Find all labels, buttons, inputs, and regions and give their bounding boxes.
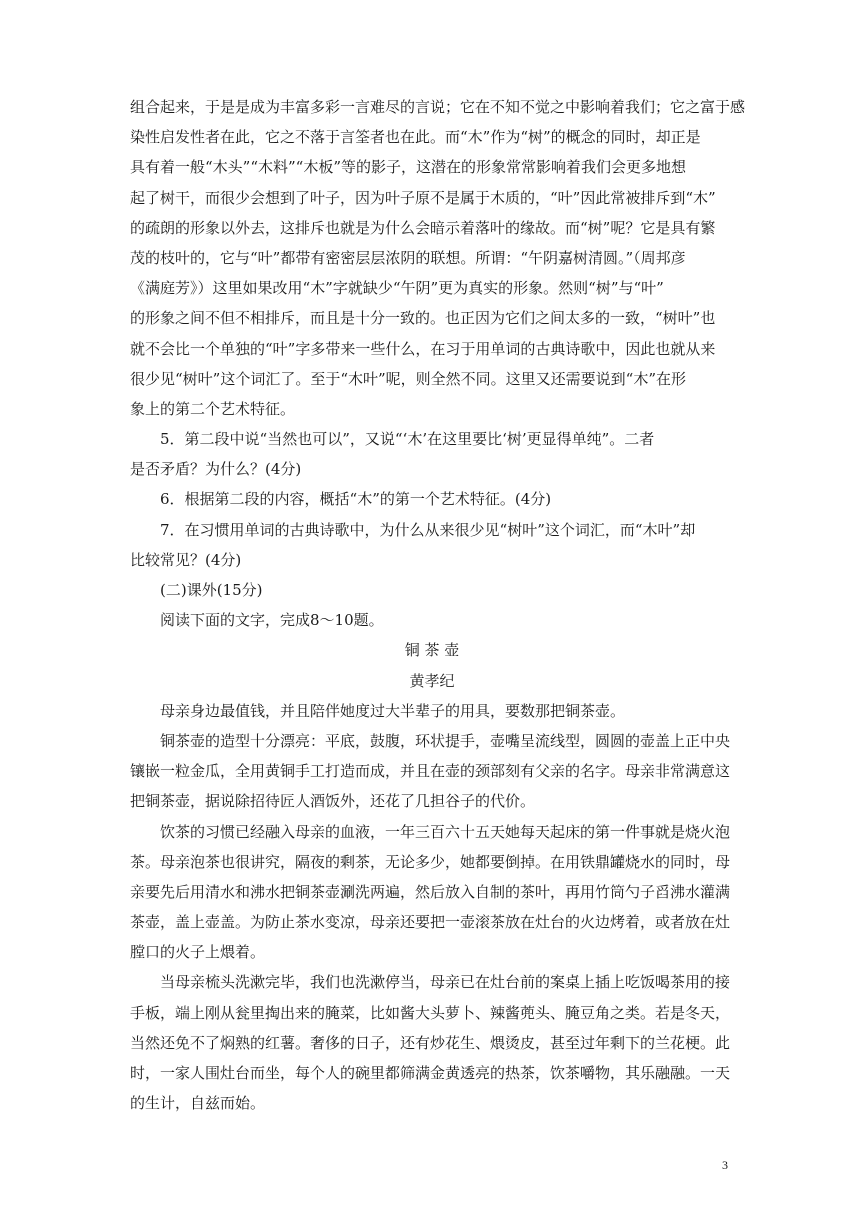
question-list bbox=[130, 424, 734, 575]
paragraph-line: 茶壶，盖上壶盖。为防止茶水变凉，母亲还要把一壶滚茶放在灶台的火边烤着，或者放在灶 bbox=[130, 913, 731, 932]
section-heading: (二)课外(15分) bbox=[160, 581, 263, 599]
passage-line: 染性启发性者在此，它之不落于言筌者也在此。而“木”作为“树”的概念的同时，却正是 bbox=[130, 128, 701, 147]
reading-instruction: 阅读下面的文字，完成8～10题。 bbox=[160, 611, 384, 630]
question-6 bbox=[130, 484, 734, 514]
passage-continued bbox=[130, 92, 746, 424]
question-5 bbox=[130, 424, 734, 484]
passage-line: 茂的枝叶的，它与“叶”都带有密密层层浓阴的联想。所谓：“午阴嘉树清圆。”（周邦彦 bbox=[130, 248, 686, 267]
passage-line: 象上的第二个艺术特征。 bbox=[130, 399, 296, 418]
article-paragraph bbox=[130, 817, 734, 968]
paragraph-line: 把铜茶壶，据说除招待匠人酒饭外，还花了几担谷子的代价。 bbox=[130, 792, 536, 811]
paragraph-line: 饮茶的习惯已经融入母亲的血液，一年三百六十五天她每天起床的第一件事就是烧火泡 bbox=[160, 822, 731, 841]
article-paragraph bbox=[130, 726, 734, 817]
question-line: 是否矛盾？为什么？(4分) bbox=[130, 460, 302, 479]
paragraph-line: 镶嵌一粒金瓜，全用黄铜手工打造而成，并且在壶的颈部刻有父亲的名字。母亲非常满意这 bbox=[130, 762, 731, 781]
question-line: 6．根据第二段的内容，概括“木”的第一个艺术特征。(4分) bbox=[160, 490, 552, 509]
passage-line: 起了树干，而很少会想到了叶子，因为叶子原不是属于木质的，“叶”因此常被排斥到“木” bbox=[130, 188, 716, 207]
question-line: 5．第二段中说“当然也可以”，又说“‘木’在这里要比‘树’更显得单纯”。二者 bbox=[160, 430, 655, 449]
article-title: 铜 茶 壶 bbox=[404, 641, 460, 660]
paragraph-line: 母亲身边最值钱，并且陪伴她度过大半辈子的用具，要数那把铜茶壶。 bbox=[160, 701, 626, 720]
paragraph-line: 铜茶壶的造型十分漂亮：平底，鼓腹，环状提手，壶嘴呈流线型，圆圆的壶盖上正中央 bbox=[160, 731, 731, 750]
paragraph-line: 时，一家人围灶台而坐，每个人的碗里都筛满金黄透亮的热茶，饮茶嚼物，其乐融融。一天 bbox=[130, 1064, 731, 1082]
article-body bbox=[130, 696, 734, 1119]
paragraph-line: 当母亲梳头洗漱完毕，我们也洗漱停当，母亲已在灶台前的案桌上插上吃饭喝茶用的接 bbox=[160, 973, 731, 992]
article-paragraph bbox=[130, 967, 734, 1118]
passage-line: 具有着一般“木头”“木料”“木板”等的影子，这潜在的形象常常影响着我们会更多地想 bbox=[130, 158, 687, 177]
page-number: 3 bbox=[722, 1158, 728, 1172]
question-7 bbox=[130, 515, 734, 575]
paragraph-line: 的生计，自兹而始。 bbox=[130, 1094, 266, 1113]
paragraph-line: 亲要先后用清水和沸水把铜茶壶涮洗两遍，然后放入自制的茶叶，再用竹筒勺子舀沸水灌满 bbox=[130, 882, 731, 901]
paragraph-line: 茶。母亲泡茶也很讲究，隔夜的剩茶，无论多少，她都要倒掉。在用铁鼎罐烧水的同时，母 bbox=[130, 852, 731, 871]
passage-line: 《满庭芳》）这里如果改用“木”字就缺少“午阴”更为真实的形象。然则“树”与“叶” bbox=[130, 279, 664, 298]
passage-line: 的疏朗的形象以外去，这排斥也就是为什么会暗示着落叶的缘故。而“树”呢？它是具有繁 bbox=[130, 218, 716, 237]
question-line: 比较常见？(4分) bbox=[130, 550, 242, 569]
passage-line: 组合起来，于是是成为丰富多彩一言难尽的言说；它在不知不觉之中影响着我们；它之富于感 bbox=[130, 98, 746, 116]
article-author: 黄孝纪 bbox=[409, 671, 455, 690]
paragraph-line: 当然还免不了焖熟的红薯。奢侈的日子，还有炒花生、煨烫皮，甚至过年剩下的兰花梗。此 bbox=[130, 1033, 731, 1052]
question-line: 7．在习惯用单词的古典诗歌中，为什么从来很少见“树叶”这个词汇，而“木叶”却 bbox=[160, 520, 696, 539]
paragraph-line: 膛口的火子上煨着。 bbox=[130, 943, 266, 962]
passage-line: 就不会比一个单独的“叶”字多带来一些什么，在习于用单词的古典诗歌中，因此也就从来 bbox=[130, 339, 716, 358]
article-paragraph bbox=[130, 696, 734, 726]
page-content bbox=[130, 92, 746, 1118]
passage-line: 很少见“树叶”这个词汇了。至于“木叶”呢，则全然不同。这里又还需要说到“木”在形 bbox=[130, 369, 687, 388]
passage-line: 的形象之间不但不相排斥，而且是十分一致的。也正因为它们之间太多的一致，“树叶”也 bbox=[130, 309, 716, 328]
paragraph-line: 手板，端上刚从瓮里掏出来的腌菜，比如酱大头萝卜、辣酱蔸头、腌豆角之类。若是冬天， bbox=[130, 1003, 731, 1022]
